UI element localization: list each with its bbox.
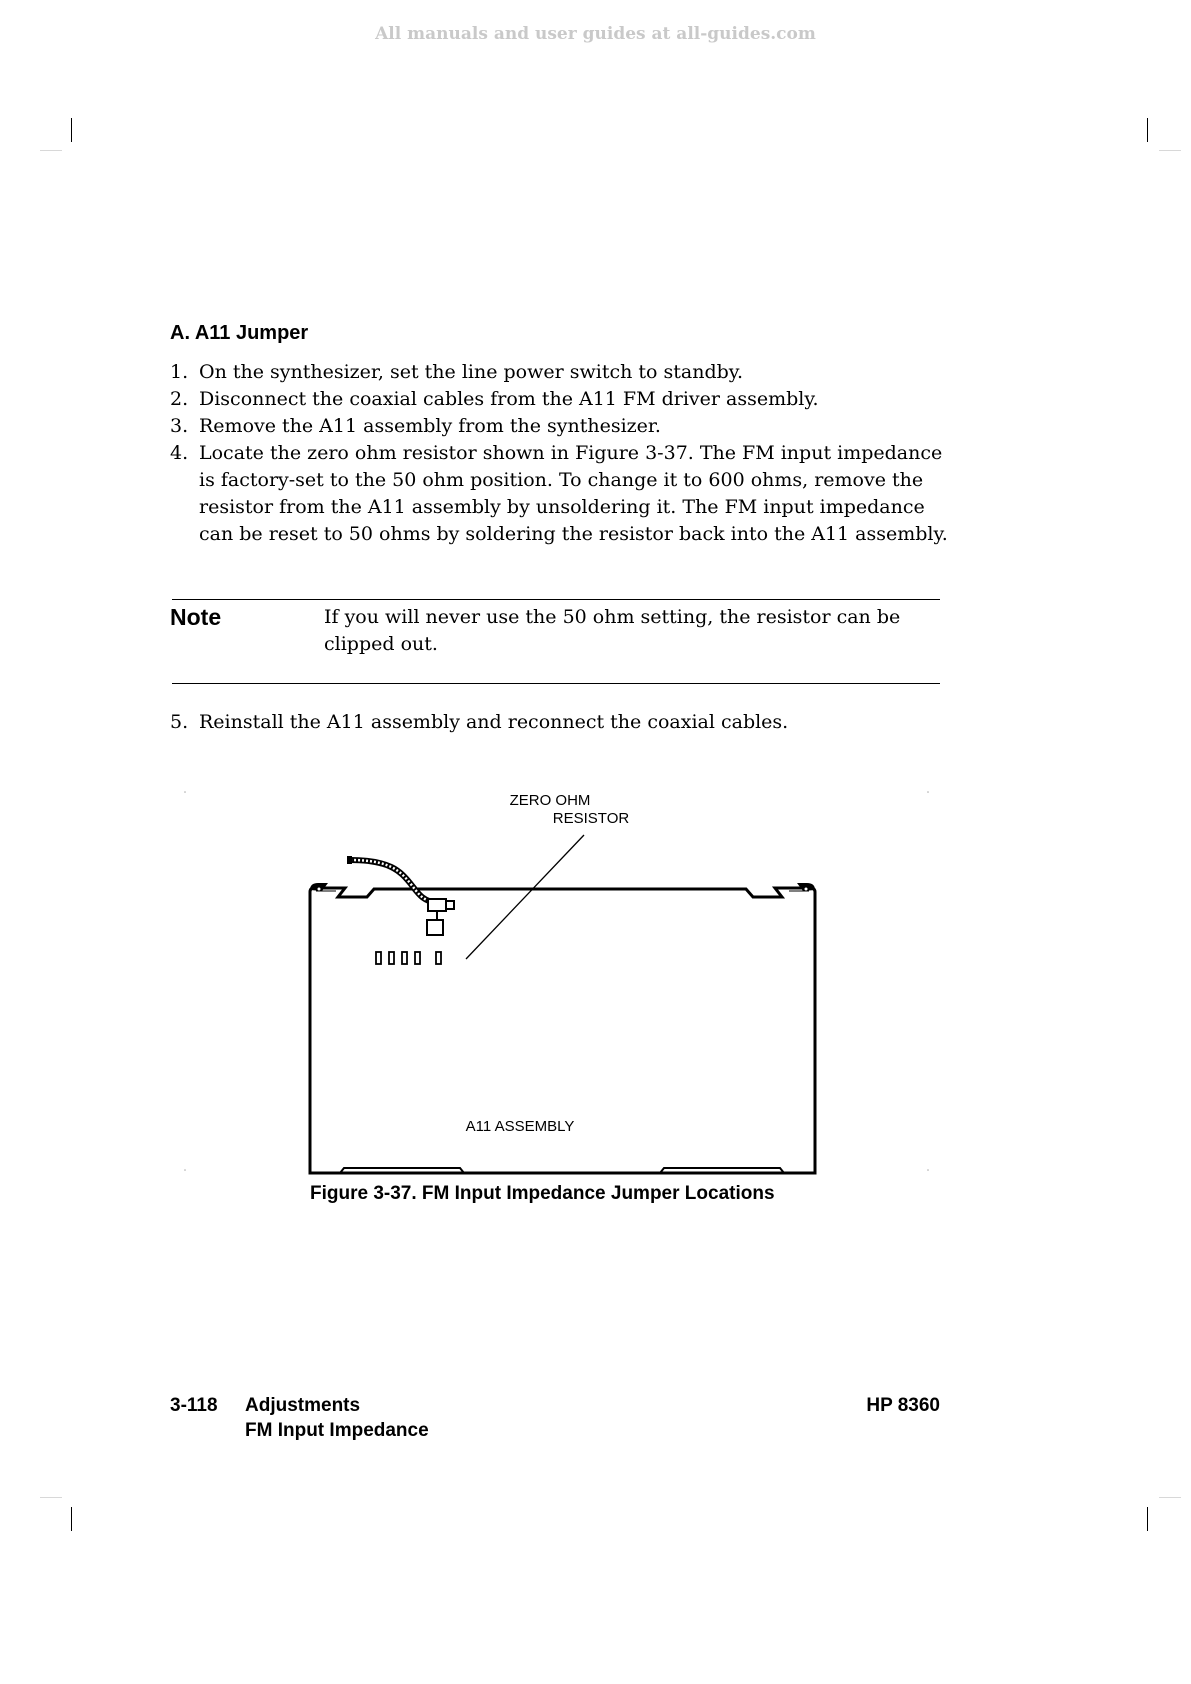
jumper-pad — [402, 952, 407, 964]
right-ejector-hole — [804, 887, 808, 891]
note-text: If you will never use the 50 ohm setting, the resistor can be clipped out. — [324, 606, 901, 655]
figure-caption: Figure 3-37. FM Input Impedance Jumper Locations — [310, 1183, 775, 1204]
step-3 — [170, 413, 950, 440]
step-text: Disconnect the coaxial cables from the A11 FM driver assembly. — [199, 388, 819, 410]
callout-label-line1: ZERO OHM — [509, 792, 591, 809]
step-text: Remove the A11 assembly from the synthesizer. — [199, 415, 661, 437]
crop-tick-top-right — [1159, 150, 1181, 151]
jumper-pad — [415, 952, 420, 964]
crop-tick-bottom-left — [40, 1497, 62, 1498]
footer-topic: FM Input Impedance — [245, 1420, 429, 1441]
note-rule-bottom — [172, 683, 940, 684]
step-5 — [170, 709, 950, 736]
step-4 — [170, 440, 950, 548]
step-number: 3. — [170, 415, 189, 437]
crop-mark-top-right — [1147, 118, 1148, 142]
footer-chapter: Adjustments — [245, 1395, 361, 1416]
watermark: All manuals and user guides at all-guides.com — [375, 24, 816, 44]
footer-model: HP 8360 — [866, 1395, 940, 1416]
left-ejector-hole — [317, 887, 321, 891]
step-number: 1. — [170, 361, 189, 383]
section-heading: A. A11 Jumper — [170, 322, 309, 344]
crop-tick-bottom-right — [1159, 1497, 1181, 1498]
callout-leader-line — [466, 835, 584, 959]
note-label: Note — [170, 604, 222, 630]
step-text: Reinstall the A11 assembly and reconnect the coaxial cables. — [199, 711, 789, 733]
connector-head — [446, 901, 454, 909]
crop-mark-bottom-left — [71, 1507, 72, 1531]
jumper-pad — [376, 952, 381, 964]
a11-assembly-figure — [160, 775, 940, 1180]
crop-mark-top-left — [71, 118, 72, 142]
step-text: Locate the zero ohm resistor shown in Figure 3-37. The FM input impedance is factory-set to the 50 ohm position. To change it to 600 ohms, remove the resistor from the A11 assembly by unsoldering it. The FM input impedance can be reset to 50 ohms by soldering the resistor back into the A11 assembly. — [199, 442, 948, 545]
figure-corner-dot — [927, 791, 929, 793]
connector-body — [428, 899, 446, 911]
figure-corner-dot — [184, 791, 186, 793]
footer-page-number: 3-118 — [170, 1395, 218, 1416]
jumper-pad — [389, 952, 394, 964]
figure-corner-dot — [184, 1169, 186, 1171]
step-2 — [170, 386, 950, 413]
cable-end — [347, 856, 352, 864]
step-number: 4. — [170, 442, 189, 464]
crop-mark-bottom-right — [1147, 1507, 1148, 1531]
crop-tick-top-left — [40, 150, 62, 151]
callout-label-line2: RESISTOR — [552, 810, 630, 827]
step-1 — [170, 359, 950, 386]
figure-corner-dot — [927, 1169, 929, 1171]
board-top-edge — [310, 888, 815, 897]
zero-ohm-resistor — [436, 952, 441, 964]
connector-socket — [427, 920, 443, 935]
assembly-label: A11 ASSEMBLY — [465, 1118, 575, 1135]
step-number: 5. — [170, 711, 189, 733]
note-rule-top — [172, 599, 940, 600]
step-number: 2. — [170, 388, 189, 410]
step-text: On the synthesizer, set the line power switch to standby. — [199, 361, 744, 383]
